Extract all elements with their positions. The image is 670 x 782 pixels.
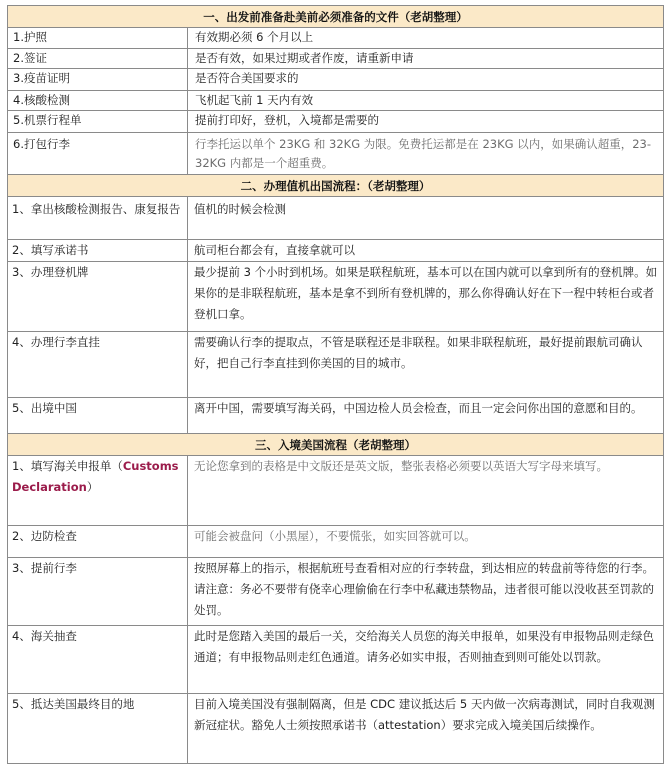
row-value: 值机的时候会检测 [188,197,664,240]
row-value: 离开中国，需要填写海关码，中国边检人员会检查，而且一定会问你出国的意愿和目的。 [188,398,664,434]
row-value: 行李托运以单个 23KG 和 32KG 为限。免费托运都是在 23KG 以内，如果确认超重，23-32KG 内都是一个超重费。 [188,133,664,175]
table-row [8,262,664,332]
row-key: 4.核酸检测 [8,91,188,111]
row-value: 无论您拿到的表格是中文版还是英文版，整张表格必须要以英语大写字母来填写。 [188,456,664,526]
table-row [8,28,664,49]
row-value: 最少提前 3 个小时到机场。如果是联程航班，基本可以在国内就可以拿到所有的登机牌。如果你的是非联程航班，基本是拿不到所有登机牌的，那么你得确认好在下一程中转柜台或者登机口拿。 [188,262,664,332]
row-key: 4、海关抽查 [8,626,188,694]
table-row [8,332,664,398]
row-value: 飞机起飞前 1 天内有效 [188,91,664,111]
table-row [8,69,664,91]
row-key: 6.打包行李 [8,133,188,175]
row-value: 航司柜台都会有，直接拿就可以 [188,240,664,262]
table-row [8,49,664,69]
table-row [8,398,664,434]
row-key-suffix: ） [86,480,99,494]
row-value: 可能会被盘问（小黑屋），不要慌张，如实回答就可以。 [188,526,664,558]
travel-checklist-table [7,5,664,764]
section-title: 一、出发前准备赴美前必须准备的文件（老胡整理） [8,6,664,28]
table-row [8,111,664,133]
row-value: 需要确认行李的提取点，不管是联程还是非联程。如果非联程航班，最好提前跟航司确认好，把自己行李直挂到你美国的目的城市。 [188,332,664,398]
table-row [8,694,664,764]
row-key: 5.机票行程单 [8,111,188,133]
row-key: 5、抵达美国最终目的地 [8,694,188,764]
row-key: 2、填写承诺书 [8,240,188,262]
row-key: 4、办理行李直挂 [8,332,188,398]
row-key: 3、提前行李 [8,558,188,626]
customs-declaration-term: Customs Declaration [12,459,179,494]
section-title: 三、入境美国流程（老胡整理） [8,434,664,456]
row-key: 2、边防检查 [8,526,188,558]
section-header [8,175,664,197]
table-row [8,626,664,694]
row-key: 5、出境中国 [8,398,188,434]
row-value: 是否符合美国要求的 [188,69,664,91]
row-value: 是否有效，如果过期或者作废，请重新申请 [188,49,664,69]
row-value: 按照屏幕上的指示，根据航班号查看相对应的行李转盘，到达相应的转盘前等待您的行李。请注意：务必不要带有侥幸心理偷偷在行李中私藏违禁物品，违者很可能以没收甚至罚款的处罚。 [188,558,664,626]
row-key: 2.签证 [8,49,188,69]
row-value: 提前打印好，登机，入境都是需要的 [188,111,664,133]
row-key: 3、办理登机牌 [8,262,188,332]
table-row [8,526,664,558]
table-row [8,133,664,175]
row-key-prefix: 1、填写海关申报单（ [12,459,123,473]
section-title: 二、办理值机出国流程：（老胡整理） [8,175,664,197]
row-value: 有效期必须 6 个月以上 [188,28,664,49]
section-header [8,434,664,456]
table-row [8,456,664,526]
table-row [8,91,664,111]
table-row [8,240,664,262]
row-value: 此时是您踏入美国的最后一关，交给海关人员您的海关申报单，如果没有申报物品则走绿色通道；有申报物品则走红色通道。请务必如实申报，否则抽查到则可能处以罚款。 [188,626,664,694]
row-key: 1.护照 [8,28,188,49]
row-key: 1、拿出核酸检测报告、康复报告 [8,197,188,240]
table-row [8,197,664,240]
table-row [8,558,664,626]
section-header [8,6,664,28]
row-value: 目前入境美国没有强制隔离，但是 CDC 建议抵达后 5 天内做一次病毒测试，同时自我观测新冠症状。豁免人士须按照承诺书（attestation）要求完成入境美国后续操作。 [188,694,664,764]
row-key [8,456,188,526]
row-key: 3.疫苗证明 [8,69,188,91]
